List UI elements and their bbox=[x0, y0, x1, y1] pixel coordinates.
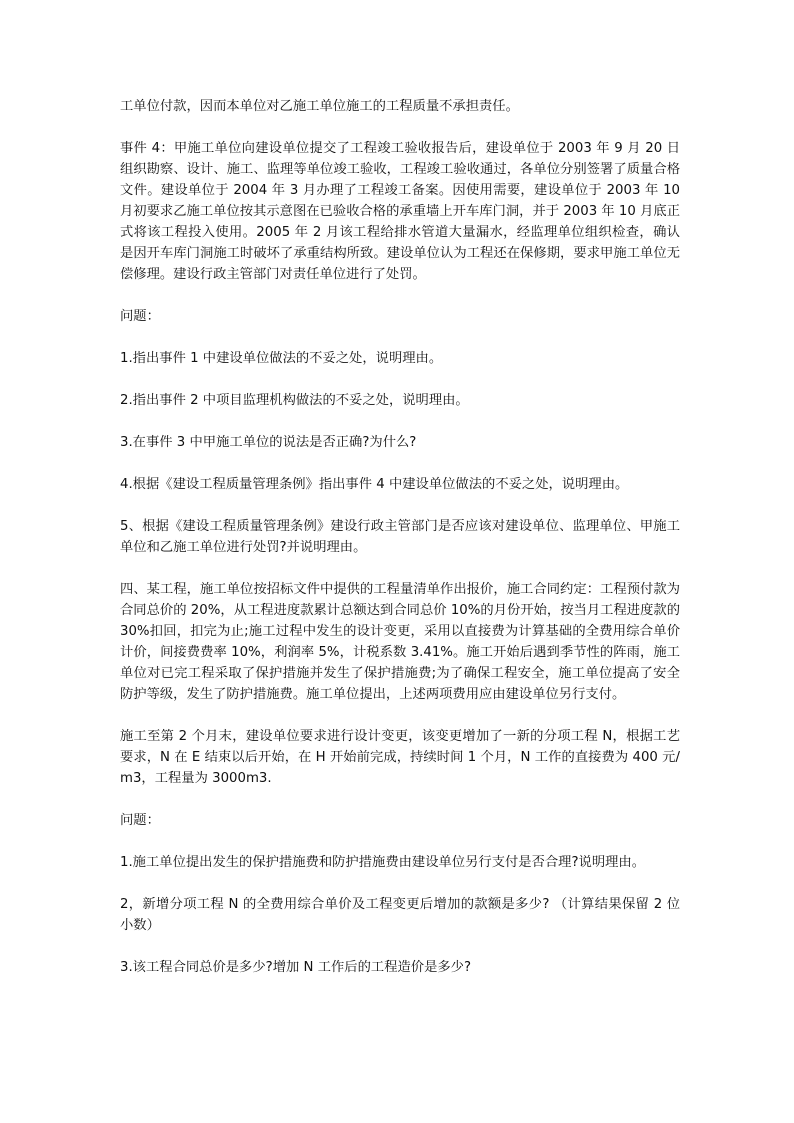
questions-heading-1: 问题： bbox=[120, 309, 160, 324]
paragraph-continuation: 工单位付款，因而本单位对乙施工单位施工的工程质量不承担责任。 bbox=[120, 99, 519, 114]
section-four-case: 四、某工程，施工单位按招标文件中提供的工程量清单作出报价，施工合同约定：工程预付款为合同总价的 20%，从工程进度款累计总额达到合同总价 10%的月份开始，按当月工程进度款的 30%扣回，扣完为止;施工过程中发生的设计变更，采用以直接费为计算基础的全费用综合单价计价，间接费费率 10%，利润率 5%，计税系数 3.41%。施工开始后遇到季节性的阵雨，施工单位对已完工程采取了保护措施并发生了保护措施费;为了确保工程安全，施工单位提高了安全防护等级，发生了防护措施费。施工单位提出，上述两项费用应由建设单位另行支付。 bbox=[120, 582, 680, 702]
question-5: 5、根据《建设工程质量管理条例》建设行政主管部门是否应该对建设单位、监理单位、甲施工单位和乙施工单位进行处罚?并说明理由。 bbox=[120, 519, 680, 555]
question-3: 3.在事件 3 中甲施工单位的说法是否正确?为什么? bbox=[120, 435, 417, 450]
section-four-change: 施工至第 2 个月末，建设单位要求进行设计变更，该变更增加了一新的分项工程 N，根据工艺要求，N 在 E 结束以后开始，在 H 开始前完成，持续时间 1 个月，N 工作的直接费为 400 元/m3，工程量为 3000m3. bbox=[120, 729, 680, 786]
section-four-question-1: 1.施工单位提出发生的保护措施费和防护措施费由建设单位另行支付是否合理?说明理由。 bbox=[120, 855, 646, 870]
section-four-question-2: 2，新增分项工程 N 的全费用综合单价及工程变更后增加的款额是多少? （计算结果保留 2 位小数） bbox=[120, 897, 680, 933]
question-4: 4.根据《建设工程质量管理条例》指出事件 4 中建设单位做法的不妥之处，说明理由。 bbox=[120, 477, 629, 492]
section-four-question-3: 3.该工程合同总价是多少?增加 N 工作后的工程造价是多少? bbox=[120, 960, 472, 975]
document-body bbox=[120, 96, 680, 999]
paragraph-event-4: 事件 4：甲施工单位向建设单位提交了工程竣工验收报告后，建设单位于 2003 年 9 月 20 日组织勘察、设计、施工、监理等单位竣工验收，工程竣工验收通过，各单位分别签署了质量合格文件。建设单位于 2004 年 3 月办理了工程竣工备案。因使用需要，建设单位于 2003 年 10 月初要求乙施工单位按其示意图在已验收合格的承重墙上开车库门洞，并于 2003 年 10 月底正式将该工程投入使用。2005 年 2 月该工程给排水管道大量漏水，经监理单位组织检查，确认是因开车库门洞施工时破坏了承重结构所致。建设单位认为工程还在保修期，要求甲施工单位无偿修理。建设行政主管部门对责任单位进行了处罚。 bbox=[120, 141, 680, 282]
question-2: 2.指出事件 2 中项目监理机构做法的不妥之处，说明理由。 bbox=[120, 393, 469, 408]
questions-heading-2: 问题： bbox=[120, 813, 160, 828]
question-1: 1.指出事件 1 中建设单位做法的不妥之处，说明理由。 bbox=[120, 351, 443, 366]
